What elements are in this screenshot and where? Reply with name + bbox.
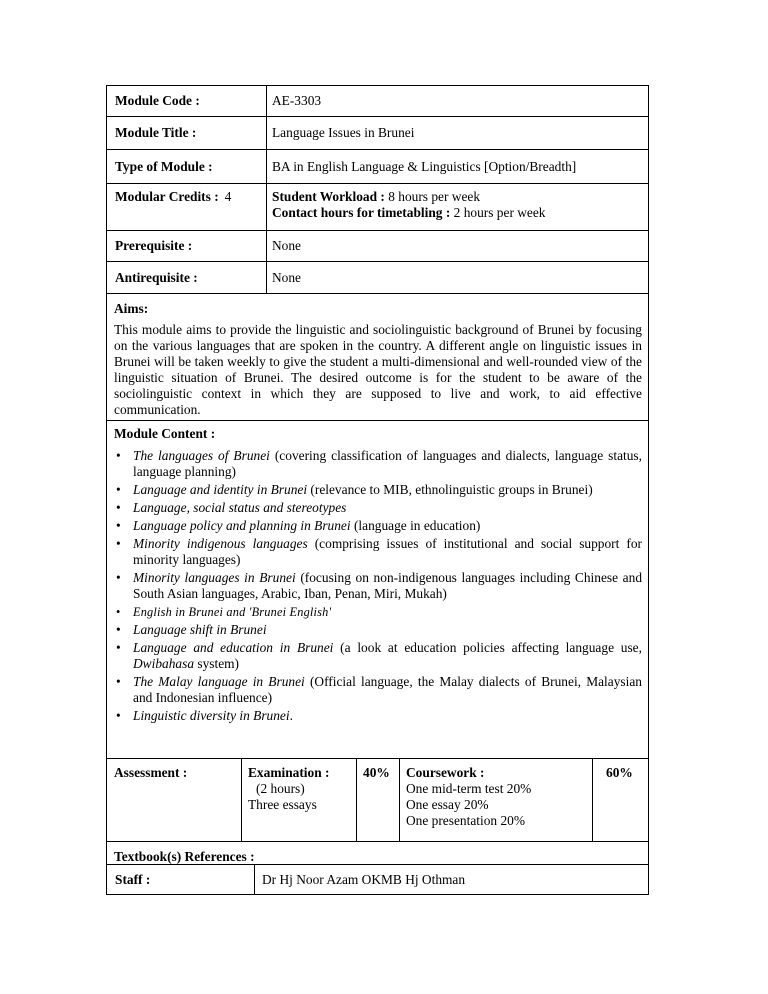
module-code-row bbox=[106, 85, 649, 117]
coursework-label: Coursework : bbox=[406, 765, 485, 780]
assessment-label: Assessment : bbox=[107, 759, 242, 841]
list-item: • English in Brunei and 'Brunei English' bbox=[133, 604, 642, 620]
list-item: • Minority languages in Brunei (focusing on non-indigenous languages including Chinese and South Asian languages, Arabic, Iban, Penan, Miri, Mukah) bbox=[133, 570, 642, 602]
contact-hours-value: 2 hours per week bbox=[453, 205, 546, 220]
list-item: • Linguistic diversity in Brunei. bbox=[133, 708, 642, 724]
prerequisite-label: Prerequisite : bbox=[107, 231, 267, 261]
list-item: • Language, social status and stereotypes bbox=[133, 500, 642, 516]
credits-row bbox=[106, 184, 649, 231]
textbooks-label: Textbook(s) References : bbox=[114, 849, 255, 864]
examination-label: Examination : bbox=[248, 765, 330, 780]
coursework-item: One essay 20% bbox=[406, 797, 489, 812]
staff-row bbox=[106, 865, 649, 895]
coursework-weight: 60% bbox=[606, 765, 633, 780]
credits-value: 4 bbox=[224, 189, 232, 204]
module-title-label: Module Title : bbox=[107, 117, 267, 149]
credits-label bbox=[107, 184, 267, 230]
coursework-item: One mid-term test 20% bbox=[406, 781, 532, 796]
examination-weight: 40% bbox=[357, 759, 400, 841]
prerequisite-row bbox=[106, 231, 649, 262]
module-content-heading: Module Content : bbox=[114, 426, 216, 441]
contact-hours-line bbox=[272, 205, 546, 221]
antirequisite-value: None bbox=[272, 269, 302, 285]
list-item: • Language shift in Brunei bbox=[133, 622, 642, 638]
module-content-section bbox=[106, 421, 649, 759]
textbooks-row bbox=[106, 841, 649, 865]
module-content-list bbox=[114, 448, 642, 724]
module-code-value: AE-3303 bbox=[272, 93, 322, 108]
workload-label: Student Workload : bbox=[272, 189, 385, 204]
module-type-row bbox=[106, 150, 649, 184]
workload-line bbox=[272, 189, 480, 205]
list-item: • Language policy and planning in Brunei (language in education) bbox=[133, 518, 642, 534]
credits-label-text: Modular Credits : bbox=[115, 189, 219, 204]
antirequisite-label: Antirequisite : bbox=[107, 262, 267, 293]
examination-duration: (2 hours) bbox=[256, 781, 305, 796]
coursework-cell bbox=[400, 759, 593, 841]
assessment-row bbox=[106, 759, 649, 842]
module-descriptor-table bbox=[106, 85, 649, 895]
prerequisite-value: None bbox=[272, 238, 302, 253]
workload-cell bbox=[267, 184, 648, 230]
list-item: • The languages of Brunei (covering classification of languages and dialects, language status, language planning) bbox=[133, 448, 642, 480]
list-item: • The Malay language in Brunei (Official language, the Malay dialects of Brunei, Malaysian and Indonesian influence) bbox=[133, 674, 642, 706]
antirequisite-row bbox=[106, 262, 649, 294]
contact-hours-label: Contact hours for timetabling : bbox=[272, 205, 451, 220]
coursework-item: One presentation 20% bbox=[406, 813, 525, 828]
aims-text: This module aims to provide the linguistic and sociolinguistic background of Brunei by focusing on the various languages that are spoken in the country. A different angle on linguistic issues in Brunei will be taken weekly to give the student a multi-dimensional and well-rounded view of the linguistic situation of Brunei. The desired outcome is for the student to be aware of the sociolinguistic context in which they are supposed to live and work, to aid effective communication. bbox=[114, 322, 642, 417]
staff-label: Staff : bbox=[107, 865, 255, 894]
list-item: • Minority indigenous languages (comprising issues of institutional and social support for minority languages) bbox=[133, 536, 642, 568]
staff-value: Dr Hj Noor Azam OKMB Hj Othman bbox=[262, 871, 466, 887]
module-type-value: BA in English Language & Linguistics [Option/Breadth] bbox=[272, 158, 577, 174]
module-code-label: Module Code : bbox=[107, 86, 267, 116]
module-type-label: Type of Module : bbox=[107, 150, 267, 183]
module-title-value: Language Issues in Brunei bbox=[272, 125, 415, 140]
examination-cell bbox=[242, 759, 357, 841]
workload-value: 8 hours per week bbox=[388, 189, 481, 204]
list-item: • Language and education in Brunei (a look at education policies affecting language use, Dwibahasa system) bbox=[133, 640, 642, 672]
aims-heading: Aims: bbox=[114, 301, 149, 316]
aims-section bbox=[106, 294, 649, 421]
module-title-row bbox=[106, 117, 649, 150]
list-item: • Language and identity in Brunei (relevance to MIB, ethnolinguistic groups in Brunei) bbox=[133, 482, 642, 498]
examination-detail: Three essays bbox=[248, 797, 317, 812]
